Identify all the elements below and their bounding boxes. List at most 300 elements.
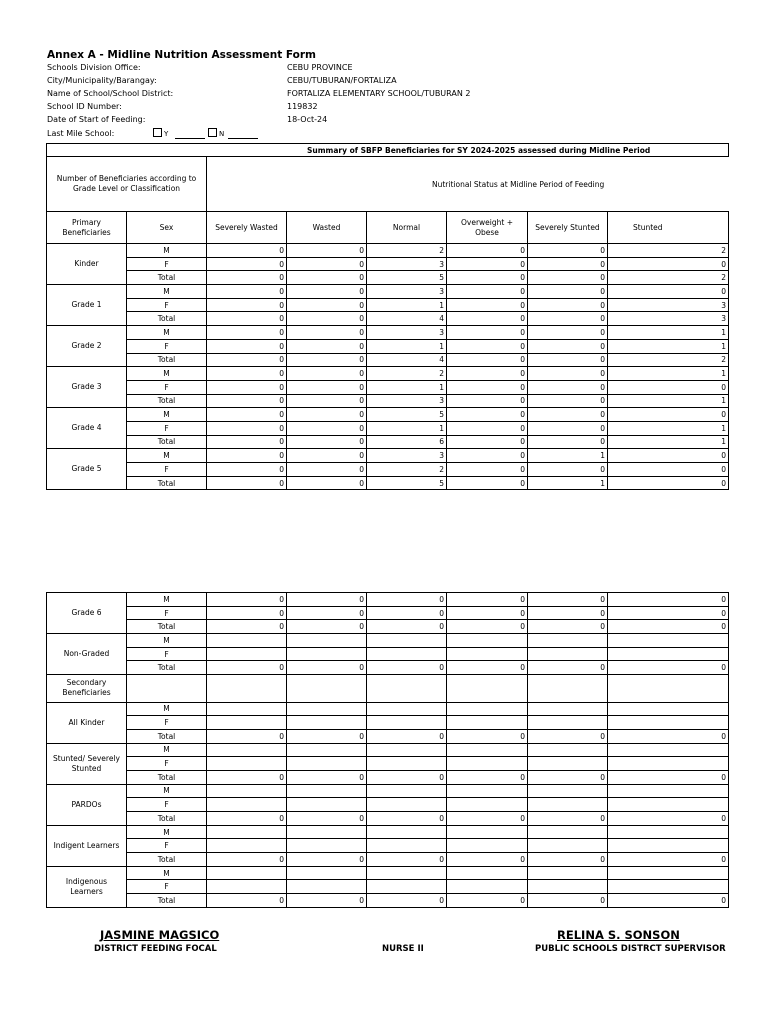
table-row xyxy=(47,702,729,716)
value-cell xyxy=(528,702,608,716)
value-cell xyxy=(367,880,447,894)
table-row xyxy=(47,593,729,607)
value-cell: 0 xyxy=(287,421,367,435)
value-cell xyxy=(287,675,367,702)
info-city xyxy=(47,75,397,87)
info-label: School ID Number: xyxy=(47,102,122,111)
value-cell xyxy=(608,825,729,839)
value-cell: 0 xyxy=(207,271,287,285)
row-group-label: Non-Graded xyxy=(47,634,127,675)
value-cell xyxy=(287,880,367,894)
value-cell: 1 xyxy=(608,367,729,381)
value-cell: 0 xyxy=(287,408,367,422)
value-cell: 3 xyxy=(367,449,447,463)
info-label: Last Mile School: xyxy=(47,129,115,138)
sex-cell: M xyxy=(127,326,207,340)
sex-cell: F xyxy=(127,880,207,894)
value-cell xyxy=(207,839,287,853)
sex-cell: Total xyxy=(127,620,207,634)
value-cell: 4 xyxy=(367,353,447,367)
value-cell: 0 xyxy=(447,326,528,340)
value-cell: 0 xyxy=(608,463,729,477)
value-cell: 0 xyxy=(528,770,608,784)
value-cell: 0 xyxy=(528,298,608,312)
value-cell: 0 xyxy=(608,620,729,634)
table-row xyxy=(47,647,729,661)
table-row xyxy=(47,661,729,675)
value-cell xyxy=(528,866,608,880)
value-cell: 0 xyxy=(528,257,608,271)
table-row xyxy=(47,866,729,880)
value-cell: 0 xyxy=(207,244,287,258)
value-cell xyxy=(528,647,608,661)
value-cell: 0 xyxy=(207,463,287,477)
sex-cell: Total xyxy=(127,353,207,367)
table-row xyxy=(47,812,729,826)
table-row xyxy=(47,326,729,340)
value-cell: 0 xyxy=(528,853,608,867)
info-value: 18-Oct-24 xyxy=(287,115,328,124)
value-cell: 0 xyxy=(207,770,287,784)
value-cell: 0 xyxy=(287,257,367,271)
value-cell: 0 xyxy=(447,353,528,367)
value-cell: 1 xyxy=(367,298,447,312)
value-cell xyxy=(287,839,367,853)
value-cell: 0 xyxy=(608,894,729,908)
value-cell: 0 xyxy=(287,770,367,784)
sex-cell: M xyxy=(127,866,207,880)
value-cell: 4 xyxy=(367,312,447,326)
value-cell xyxy=(528,634,608,648)
sex-cell: Total xyxy=(127,435,207,449)
value-cell: 0 xyxy=(207,326,287,340)
value-cell: 0 xyxy=(447,661,528,675)
value-cell: 2 xyxy=(367,463,447,477)
underline xyxy=(175,138,205,139)
value-cell: 0 xyxy=(287,894,367,908)
sex-cell: F xyxy=(127,463,207,477)
value-cell xyxy=(207,825,287,839)
value-cell: 0 xyxy=(287,812,367,826)
value-cell xyxy=(447,825,528,839)
value-cell: 0 xyxy=(528,812,608,826)
table-row xyxy=(47,353,729,367)
value-cell: 0 xyxy=(287,463,367,477)
value-cell xyxy=(207,866,287,880)
checkbox-icon[interactable] xyxy=(208,128,217,137)
table-row xyxy=(47,770,729,784)
sex-cell: Total xyxy=(127,394,207,408)
last-mile-yes[interactable] xyxy=(153,128,168,140)
value-cell xyxy=(447,880,528,894)
value-cell: 0 xyxy=(287,353,367,367)
value-cell: 0 xyxy=(447,285,528,299)
table-row xyxy=(47,476,729,490)
table-row xyxy=(47,435,729,449)
value-cell xyxy=(367,839,447,853)
value-cell: 0 xyxy=(207,298,287,312)
value-cell: 3 xyxy=(367,257,447,271)
value-cell: 0 xyxy=(528,435,608,449)
value-cell: 0 xyxy=(528,244,608,258)
info-value: 119832 xyxy=(287,102,318,111)
value-cell: 0 xyxy=(207,257,287,271)
row-group-label: Stunted/ Severely Stunted xyxy=(47,743,127,784)
value-cell: 0 xyxy=(447,298,528,312)
info-label: Schools Division Office: xyxy=(47,63,141,72)
col-header: Normal xyxy=(367,212,447,244)
signatory-left-role: DISTRICT FEEDING FOCAL xyxy=(94,944,217,954)
value-cell: 0 xyxy=(287,339,367,353)
value-cell xyxy=(367,702,447,716)
info-school-id xyxy=(47,101,318,113)
table-row xyxy=(47,675,729,702)
sex-cell: Total xyxy=(127,271,207,285)
value-cell: 0 xyxy=(447,894,528,908)
value-cell: 0 xyxy=(287,476,367,490)
value-cell xyxy=(608,880,729,894)
sex-cell: Total xyxy=(127,729,207,743)
value-cell xyxy=(207,702,287,716)
value-cell xyxy=(608,702,729,716)
row-group-label: Kinder xyxy=(47,244,127,285)
value-cell: 0 xyxy=(367,894,447,908)
value-cell xyxy=(367,798,447,812)
value-cell: 0 xyxy=(287,285,367,299)
sex-cell: M xyxy=(127,593,207,607)
value-cell: 0 xyxy=(528,593,608,607)
table-row xyxy=(47,339,729,353)
col-header: Wasted xyxy=(287,212,367,244)
sex-cell: F xyxy=(127,339,207,353)
value-cell xyxy=(367,647,447,661)
sex-cell: F xyxy=(127,298,207,312)
value-cell: 0 xyxy=(447,339,528,353)
value-cell: 0 xyxy=(447,421,528,435)
value-cell: 1 xyxy=(608,394,729,408)
info-label: Name of School/School District: xyxy=(47,89,174,98)
value-cell: 0 xyxy=(528,620,608,634)
sex-cell: M xyxy=(127,634,207,648)
value-cell: 0 xyxy=(287,380,367,394)
value-cell: 0 xyxy=(608,593,729,607)
value-cell xyxy=(528,880,608,894)
value-cell xyxy=(528,825,608,839)
value-cell xyxy=(207,757,287,771)
value-cell xyxy=(287,634,367,648)
table-row xyxy=(47,285,729,299)
value-cell xyxy=(287,866,367,880)
row-group-label: Grade 6 xyxy=(47,593,127,634)
sex-cell: Total xyxy=(127,770,207,784)
value-cell xyxy=(287,743,367,757)
table-row xyxy=(47,839,729,853)
value-cell: 0 xyxy=(207,339,287,353)
value-cell: 1 xyxy=(608,421,729,435)
value-cell: 0 xyxy=(528,353,608,367)
table-row xyxy=(47,729,729,743)
value-cell: 0 xyxy=(447,312,528,326)
sex-cell: Total xyxy=(127,853,207,867)
signatory-right-role: PUBLIC SCHOOLS DISTRCT SUPERVISOR xyxy=(535,944,726,954)
col-header: Primary Beneficiaries xyxy=(47,212,127,244)
value-cell xyxy=(528,743,608,757)
value-cell: 0 xyxy=(367,593,447,607)
value-cell xyxy=(207,880,287,894)
info-start-date xyxy=(47,114,328,126)
value-cell xyxy=(528,757,608,771)
value-cell: 0 xyxy=(207,449,287,463)
value-cell xyxy=(367,784,447,798)
value-cell: 0 xyxy=(447,620,528,634)
value-cell xyxy=(367,716,447,730)
midline-summary-table xyxy=(46,143,729,490)
table-row xyxy=(47,312,729,326)
value-cell: 1 xyxy=(367,339,447,353)
col-header: Severely Wasted xyxy=(207,212,287,244)
value-cell: 0 xyxy=(287,620,367,634)
value-cell xyxy=(528,798,608,812)
table-row xyxy=(47,784,729,798)
row-group-label: Indigent Learners xyxy=(47,825,127,866)
form-title: Annex A - Midline Nutrition Assessment Form xyxy=(47,49,316,61)
value-cell: 0 xyxy=(367,812,447,826)
sex-cell: M xyxy=(127,408,207,422)
value-cell: 0 xyxy=(207,729,287,743)
value-cell xyxy=(447,716,528,730)
value-cell xyxy=(287,784,367,798)
value-cell: 0 xyxy=(608,853,729,867)
value-cell: 0 xyxy=(608,380,729,394)
value-cell: 1 xyxy=(608,326,729,340)
value-cell: 0 xyxy=(207,421,287,435)
value-cell: 0 xyxy=(207,620,287,634)
value-cell: 3 xyxy=(367,285,447,299)
value-cell: 3 xyxy=(367,326,447,340)
table-row xyxy=(47,606,729,620)
sex-cell: Total xyxy=(127,812,207,826)
row-group-label: Grade 4 xyxy=(47,408,127,449)
sex-cell: M xyxy=(127,702,207,716)
sex-cell: F xyxy=(127,757,207,771)
value-cell: 2 xyxy=(608,244,729,258)
value-cell: 0 xyxy=(608,285,729,299)
value-cell xyxy=(287,702,367,716)
value-cell: 0 xyxy=(287,853,367,867)
value-cell xyxy=(608,866,729,880)
sex-cell: Total xyxy=(127,476,207,490)
value-cell xyxy=(287,716,367,730)
value-cell xyxy=(367,825,447,839)
table-row xyxy=(47,798,729,812)
sex-cell: Total xyxy=(127,312,207,326)
value-cell xyxy=(207,784,287,798)
value-cell: 0 xyxy=(447,244,528,258)
value-cell xyxy=(447,784,528,798)
value-cell: 0 xyxy=(528,894,608,908)
value-cell xyxy=(608,798,729,812)
value-cell: 0 xyxy=(528,326,608,340)
value-cell xyxy=(608,716,729,730)
info-label: Date of Start of Feeding: xyxy=(47,115,146,124)
row-group-label: Indigenous Learners xyxy=(47,866,127,907)
table-row xyxy=(47,421,729,435)
value-cell: 0 xyxy=(447,449,528,463)
value-cell: 0 xyxy=(367,729,447,743)
value-cell xyxy=(608,647,729,661)
value-cell: 0 xyxy=(608,257,729,271)
value-cell: 0 xyxy=(287,449,367,463)
value-cell: 0 xyxy=(207,408,287,422)
sex-cell: F xyxy=(127,798,207,812)
info-division xyxy=(47,62,353,74)
sex-cell: F xyxy=(127,421,207,435)
value-cell: 0 xyxy=(287,661,367,675)
value-cell: 0 xyxy=(287,271,367,285)
value-cell: 0 xyxy=(367,853,447,867)
value-cell xyxy=(367,743,447,757)
value-cell: 1 xyxy=(528,449,608,463)
sex-cell: M xyxy=(127,743,207,757)
value-cell: 0 xyxy=(287,326,367,340)
table-row xyxy=(47,449,729,463)
table-row xyxy=(47,271,729,285)
value-cell: 0 xyxy=(367,606,447,620)
value-cell: 0 xyxy=(207,476,287,490)
value-cell: 0 xyxy=(287,729,367,743)
info-value: CEBU PROVINCE xyxy=(287,63,353,72)
signatory-left-name: JASMINE MAGSICO xyxy=(100,928,220,942)
value-cell: 0 xyxy=(287,298,367,312)
value-cell: 0 xyxy=(608,661,729,675)
midline-summary-table-continued xyxy=(46,592,729,908)
col-header: Sex xyxy=(127,212,207,244)
table-row xyxy=(47,757,729,771)
value-cell: 1 xyxy=(367,421,447,435)
value-cell xyxy=(287,825,367,839)
info-value: CEBU/TUBURAN/FORTALIZA xyxy=(287,76,397,85)
value-cell: 0 xyxy=(528,271,608,285)
value-cell: 2 xyxy=(367,244,447,258)
value-cell: 0 xyxy=(447,593,528,607)
value-cell: 0 xyxy=(287,367,367,381)
value-cell: 0 xyxy=(528,285,608,299)
value-cell: 0 xyxy=(287,312,367,326)
value-cell: 2 xyxy=(608,353,729,367)
summary-title: Summary of SBFP Beneficiaries for SY 2024-2025 assessed during Midline Period xyxy=(47,144,729,157)
value-cell: 0 xyxy=(207,661,287,675)
value-cell: 0 xyxy=(528,408,608,422)
value-cell xyxy=(608,839,729,853)
value-cell xyxy=(447,634,528,648)
col-header: Stunted xyxy=(608,212,729,244)
table-row xyxy=(47,380,729,394)
value-cell xyxy=(528,839,608,853)
value-cell: 3 xyxy=(367,394,447,408)
value-cell: 0 xyxy=(207,285,287,299)
value-cell xyxy=(528,784,608,798)
value-cell: 0 xyxy=(608,729,729,743)
value-cell: 0 xyxy=(207,353,287,367)
table-row xyxy=(47,463,729,477)
signatory-right-name: RELINA S. SONSON xyxy=(557,928,680,942)
sex-cell: M xyxy=(127,285,207,299)
sex-cell: M xyxy=(127,367,207,381)
info-value: FORTALIZA ELEMENTARY SCHOOL/TUBURAN 2 xyxy=(287,89,471,98)
value-cell xyxy=(447,798,528,812)
value-cell: 0 xyxy=(447,853,528,867)
value-cell xyxy=(367,634,447,648)
value-cell: 0 xyxy=(608,606,729,620)
sex-cell: F xyxy=(127,647,207,661)
value-cell xyxy=(608,634,729,648)
value-cell: 6 xyxy=(367,435,447,449)
value-cell: 0 xyxy=(447,476,528,490)
value-cell: 0 xyxy=(207,312,287,326)
value-cell: 0 xyxy=(367,620,447,634)
value-cell: 0 xyxy=(608,476,729,490)
table-row xyxy=(47,634,729,648)
value-cell: 0 xyxy=(528,729,608,743)
value-cell: 0 xyxy=(447,729,528,743)
table-row xyxy=(47,853,729,867)
sex-cell xyxy=(127,675,207,702)
sex-cell: F xyxy=(127,716,207,730)
value-cell: 0 xyxy=(207,380,287,394)
sex-cell: M xyxy=(127,449,207,463)
value-cell: 5 xyxy=(367,408,447,422)
value-cell xyxy=(367,675,447,702)
table-row xyxy=(47,880,729,894)
value-cell xyxy=(447,757,528,771)
checkbox-icon[interactable] xyxy=(153,128,162,137)
sex-cell: Total xyxy=(127,894,207,908)
value-cell xyxy=(367,757,447,771)
value-cell: 0 xyxy=(287,244,367,258)
sex-cell: F xyxy=(127,606,207,620)
value-cell xyxy=(287,647,367,661)
table-row xyxy=(47,825,729,839)
underline xyxy=(228,138,258,139)
value-cell: 0 xyxy=(528,312,608,326)
sex-cell: M xyxy=(127,825,207,839)
value-cell: 0 xyxy=(528,380,608,394)
value-cell: 0 xyxy=(207,367,287,381)
col-header: Overweight + Obese xyxy=(447,212,528,244)
value-cell xyxy=(207,675,287,702)
value-cell xyxy=(608,757,729,771)
value-cell: 3 xyxy=(608,312,729,326)
value-cell xyxy=(447,743,528,757)
value-cell xyxy=(367,866,447,880)
row-group-label: Grade 5 xyxy=(47,449,127,490)
checkbox-label: N xyxy=(219,130,225,138)
value-cell xyxy=(447,647,528,661)
last-mile-no[interactable] xyxy=(208,128,224,140)
info-school xyxy=(47,88,471,100)
value-cell: 0 xyxy=(207,394,287,408)
value-cell: 0 xyxy=(608,770,729,784)
value-cell: 0 xyxy=(447,435,528,449)
sex-cell: F xyxy=(127,257,207,271)
value-cell xyxy=(207,647,287,661)
value-cell xyxy=(447,675,528,702)
table-row xyxy=(47,244,729,258)
value-cell: 1 xyxy=(608,435,729,449)
value-cell xyxy=(608,743,729,757)
value-cell: 0 xyxy=(528,606,608,620)
status-header: Nutritional Status at Midline Period of Feeding xyxy=(207,157,729,212)
